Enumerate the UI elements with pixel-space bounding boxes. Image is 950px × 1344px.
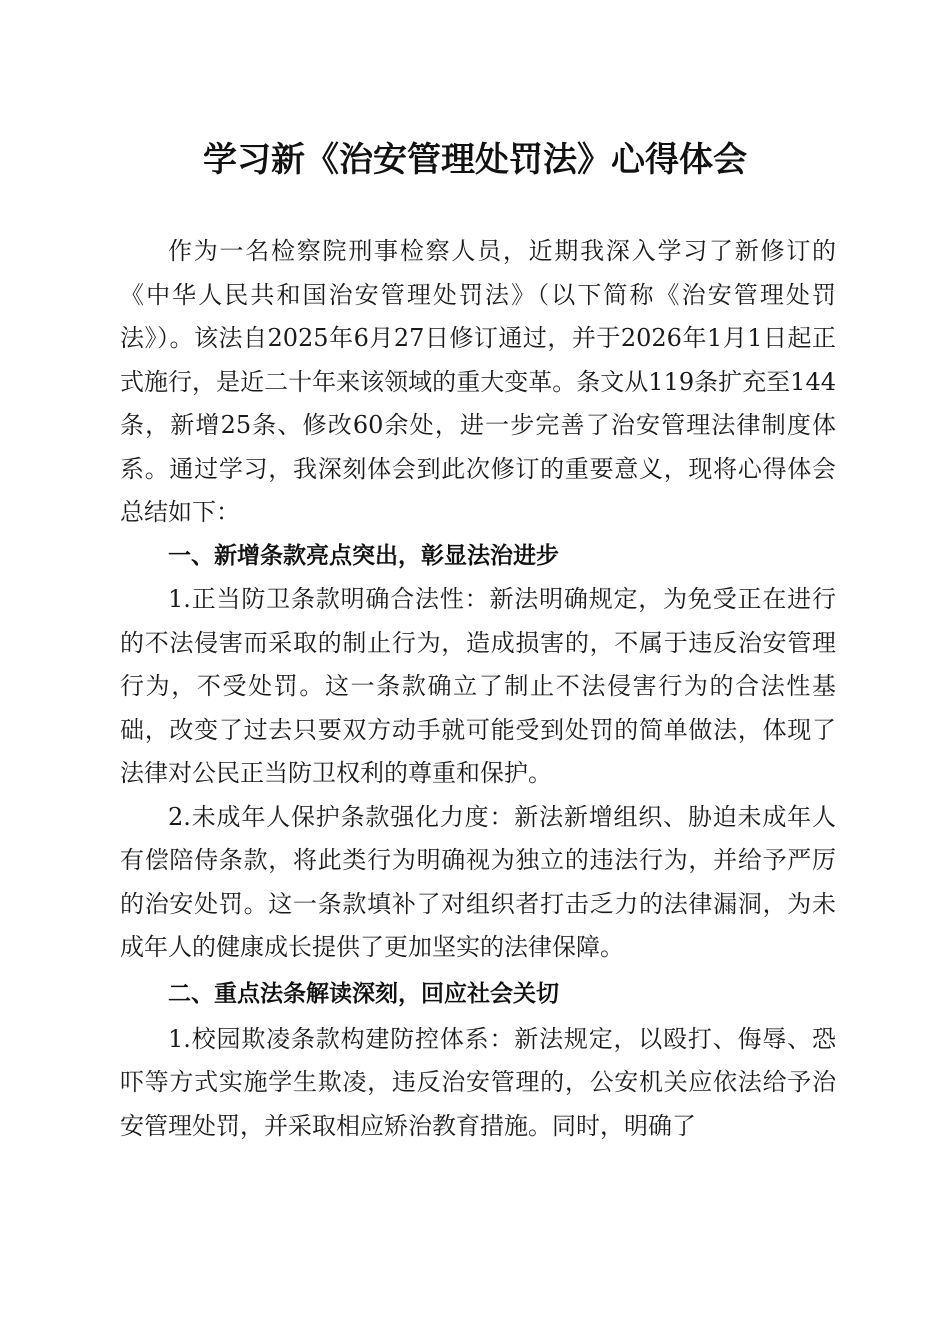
section-2-heading: 二、重点法条解读深刻，回应社会关切 — [168, 980, 559, 1007]
intro-paragraph: 作为一名检察院刑事检察人员，近期我深入学习了新修订的《中华人民共和国治安管理处罚法》（以下简称《治安管理处罚法》）。该法自2025年6月27日修订通过，并于2026年1月1日起正式施行，是近二十年来该领域的重大变革。条文从119条扩充至144条，新增25条、修改60余处，进一步完善了治安管理法律制度体系。通过学习，我深刻体会到此次修订的重要意义，现将心得体会总结如下： — [120, 237, 836, 526]
section-1-heading: 一、新增条款亮点突出，彰显法治进步 — [168, 542, 559, 569]
section-1-item-2: 2.未成年人保护条款强化力度：新法新增组织、胁迫未成年人有偿陪侍条款，将此类行为明确视为独立的违法行为，并给予严厉的治安处罚。这一条款填补了对组织者打击乏力的法律漏洞，为未成年人的健康成长提供了更加坚实的法律保障。 — [120, 802, 836, 961]
document-title: 学习新《治安管理处罚法》心得体会 — [203, 140, 747, 180]
document-body — [120, 230, 836, 1148]
section-1-item-1: 1.正当防卫条款明确合法性：新法明确规定，为免受正在进行的不法侵害而采取的制止行为，造成损害的，不属于违反治安管理行为，不受处罚。这一条款确立了制止不法侵害行为的合法性基础，改变了过去只要双方动手就可能受到处罚的简单做法，体现了法律对公民正当防卫权利的尊重和保护。 — [120, 585, 836, 787]
section-2-item-1: 1.校园欺凌条款构建防控体系：新法规定，以殴打、侮辱、恐吓等方式实施学生欺凌，违反治安管理的，公安机关应依法给予治安管理处罚，并采取相应矫治教育措施。同时，明确了 — [120, 1024, 836, 1140]
